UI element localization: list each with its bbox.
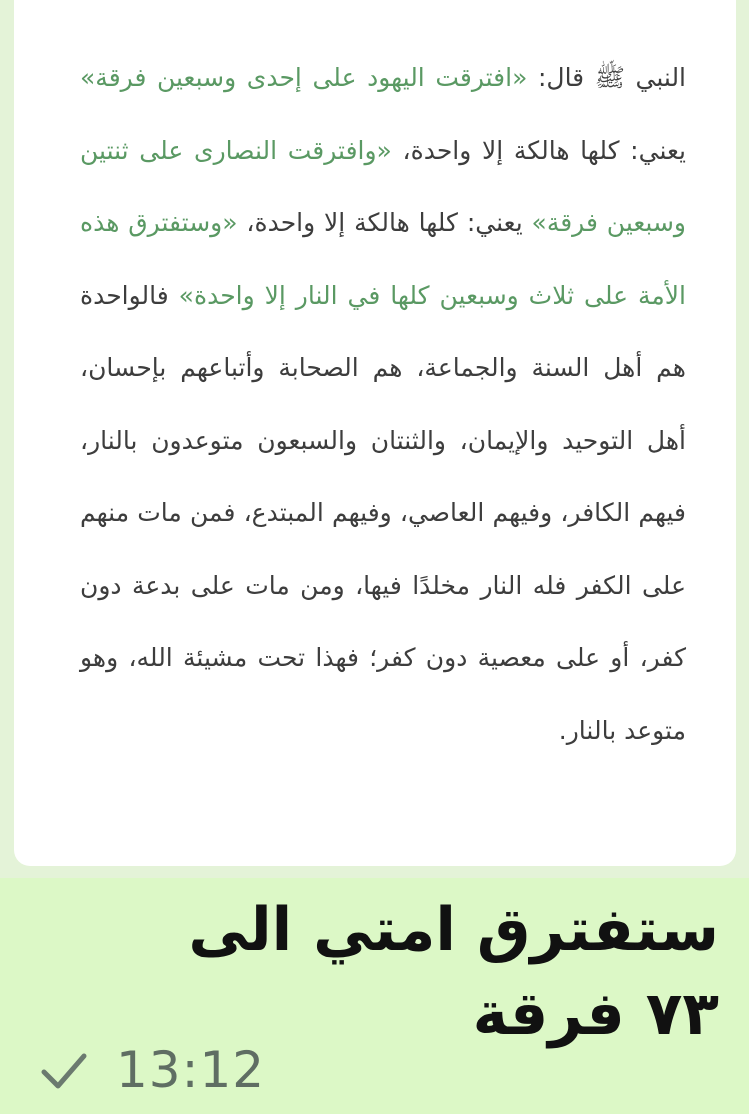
text-screenshot-card <box>14 0 736 866</box>
text-segment: فالواحدة هم أهل السنة والجماعة، هم الصحابة وأتباعهم بإحسان، أهل التوحيد والإيمان، والثنتان والسبعون متوعدون بالنار، فيهم الكافر، وفيهم العاصي، وفيهم المبتدع، فمن مات منهم على الكفر فله النار مخلدًا فيها، ومن مات على بدعة دون كفر، أو على معصية دون كفر؛ فهذا تحت مشيئة الله، وهو متوعد بالنار. <box>80 280 686 745</box>
text-segment: يعني: كلها هالكة إلا واحدة، <box>391 135 687 165</box>
message-meta <box>38 1040 265 1100</box>
check-icon <box>38 1044 90 1096</box>
text-segment: يعني: كلها هالكة إلا واحدة، <box>237 208 532 237</box>
message-time: 13:12 <box>116 1041 266 1099</box>
article-text <box>80 42 686 767</box>
hadith-quote: «وافترقت النصارى على ثنتين وسبعين فرقة» <box>80 135 687 237</box>
message-caption: ستفترق امتي الى ٧٣ فرقة <box>188 895 719 1049</box>
hadith-quote: «افترقت اليهود على إحدى وسبعين فرقة» <box>80 63 528 92</box>
text-segment: النبي ﷺ قال: <box>527 63 687 92</box>
hadith-quote: «وستفترق هذه الأمة على ثلاث وسبعين كلها في النار إلا واحدة» <box>80 208 686 310</box>
